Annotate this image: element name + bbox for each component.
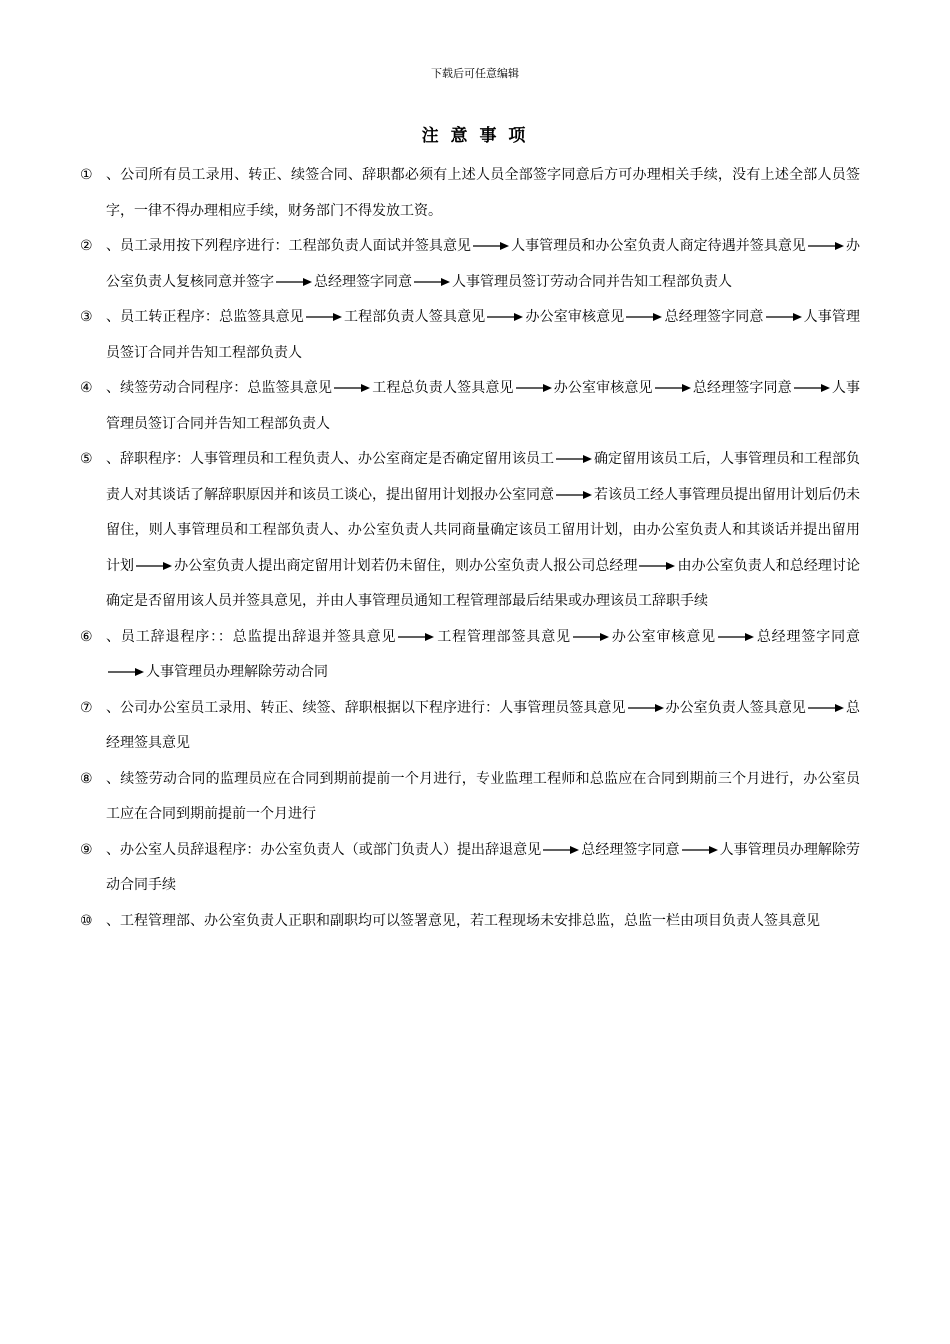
item-number: ④ xyxy=(80,380,93,396)
flow-arrow-icon xyxy=(414,276,450,288)
item-text: 办公室负责人签具意见 xyxy=(665,699,806,716)
header-note: 下载后可任意编辑 xyxy=(431,67,519,80)
item-number: ⑧ xyxy=(80,770,93,787)
item-text: 确定留用该员工后，人事管理员和工程部负责人对其谈话了解辞职原因并和该员工谈心，提出留用计划报办公室同意 xyxy=(106,451,860,503)
list-item xyxy=(80,691,860,762)
flow-arrow-icon xyxy=(628,702,664,714)
item-text: 人事管理员签订合同并告知工程部负责人 xyxy=(106,309,861,361)
flow-arrow-icon xyxy=(334,382,370,394)
list-item xyxy=(80,833,860,904)
list-item xyxy=(80,762,860,833)
list-item xyxy=(80,300,860,371)
item-text: 、公司所有员工录用、转正、续签合同、辞职都必须有上述人员全部签字同意后方可办理相关手续，没有上述全部人员签字，一律不得办理相应手续，财务部门不得发放工资。 xyxy=(106,167,860,219)
flow-arrow-icon xyxy=(573,631,609,643)
item-text: 总经理签具意见 xyxy=(106,699,861,751)
flow-arrow-icon xyxy=(487,311,523,323)
item-number: ② xyxy=(80,238,93,254)
item-text: 工程部负责人签具意见 xyxy=(343,309,486,325)
item-text: 人事管理员办理解除劳动合同 xyxy=(146,664,328,680)
item-text: 、员工转正程序：总监签具意见 xyxy=(106,309,304,325)
item-text: 总经理签字同意 xyxy=(664,309,764,325)
item-number: ⑦ xyxy=(80,699,93,716)
item-text: 工程管理部签具意见 xyxy=(436,628,572,645)
item-number: ① xyxy=(80,167,93,183)
notice-list xyxy=(80,158,860,939)
item-text: 由办公室负责人和总经理讨论确定是否留用该人员并签具意见，并由人事管理员通知工程管理部最后结果或办理该员工辞职手续 xyxy=(106,557,861,609)
item-text: 办公室审核意见 xyxy=(611,628,716,645)
list-item xyxy=(80,158,860,229)
item-text: 人事管理员和办公室负责人商定待遇并签具意见 xyxy=(511,238,806,254)
flow-arrow-icon xyxy=(543,844,579,856)
item-number: ⑥ xyxy=(80,628,93,645)
item-number: ③ xyxy=(80,309,93,325)
flow-arrow-icon xyxy=(276,276,312,288)
item-text: 总经理签字同意 xyxy=(755,628,861,645)
item-text: 人事管理员签订合同并告知工程部负责人 xyxy=(106,380,861,432)
item-text: 、公司办公室员工录用、转正、续签、辞职根据以下程序进行：人事管理员签具意见 xyxy=(106,699,626,716)
flow-arrow-icon xyxy=(794,382,830,394)
item-text: 总经理签字同意 xyxy=(581,841,680,858)
flow-arrow-icon xyxy=(639,560,675,572)
list-item xyxy=(80,442,860,620)
flow-arrow-icon xyxy=(808,240,844,252)
flow-arrow-icon xyxy=(136,560,172,572)
item-text: 、员工录用按下列程序进行：工程部负责人面试并签具意见 xyxy=(106,238,472,254)
item-text: 、续签劳动合同程序：总监签具意见 xyxy=(106,380,333,396)
flow-arrow-icon xyxy=(718,631,754,643)
flow-arrow-icon xyxy=(682,844,718,856)
flow-arrow-icon xyxy=(306,311,342,323)
list-item xyxy=(80,904,860,940)
flow-arrow-icon xyxy=(655,382,691,394)
item-text: 办公室审核意见 xyxy=(525,309,625,325)
flow-arrow-icon xyxy=(808,702,844,714)
item-text: 总经理签字同意 xyxy=(314,273,412,290)
item-text: 总经理签字同意 xyxy=(692,380,792,396)
item-text: 、工程管理部、办公室负责人正职和副职均可以签署意见，若工程现场未安排总监，总监一栏由项目负责人签具意见 xyxy=(106,912,820,929)
flow-arrow-icon xyxy=(108,666,144,678)
list-item xyxy=(80,620,860,691)
page-title: 注 意 事 项 xyxy=(421,126,529,146)
list-item xyxy=(80,229,860,300)
item-text: 工程总负责人签具意见 xyxy=(372,380,514,396)
item-text: 办公室负责人复核同意并签字 xyxy=(106,238,861,290)
item-text: 人事管理员签订劳动合同并告知工程部负责人 xyxy=(452,273,732,290)
flow-arrow-icon xyxy=(473,240,509,252)
item-text: 人事管理员办理解除劳动合同手续 xyxy=(106,841,861,893)
list-item xyxy=(80,371,860,442)
item-text: 办公室负责人提出商定留用计划若仍未留住，则办公室负责人报公司总经理 xyxy=(174,557,638,574)
item-text: 、员工辞退程序：：总监提出辞退并签具意见 xyxy=(106,628,397,645)
flow-arrow-icon xyxy=(556,453,592,465)
item-text: 、办公室人员辞退程序：办公室负责人（或部门负责人）提出辞退意见 xyxy=(106,841,542,858)
item-number: ⑨ xyxy=(80,841,93,858)
flow-arrow-icon xyxy=(516,382,552,394)
item-text: 、续签劳动合同的监理员应在合同到期前提前一个月进行，专业监理工程师和总监应在合同到期前三个月进行，办公室员工应在合同到期前提前一个月进行 xyxy=(106,770,860,822)
item-number: ⑩ xyxy=(80,912,93,929)
item-text: 、辞职程序：人事管理员和工程负责人、办公室商定是否确定留用该员工 xyxy=(106,451,554,467)
flow-arrow-icon xyxy=(766,311,802,323)
item-text: 办公室审核意见 xyxy=(553,380,653,396)
flow-arrow-icon xyxy=(626,311,662,323)
item-number: ⑤ xyxy=(80,451,93,467)
flow-arrow-icon xyxy=(398,631,434,643)
item-text: 若该员工经人事管理员提出留用计划后仍未留住，则人事管理员和工程部负责人、办公室负责人共同商量确定该员工留用计划，由办公室负责人和其谈话并提出留用计划 xyxy=(106,486,860,574)
flow-arrow-icon xyxy=(556,489,592,501)
